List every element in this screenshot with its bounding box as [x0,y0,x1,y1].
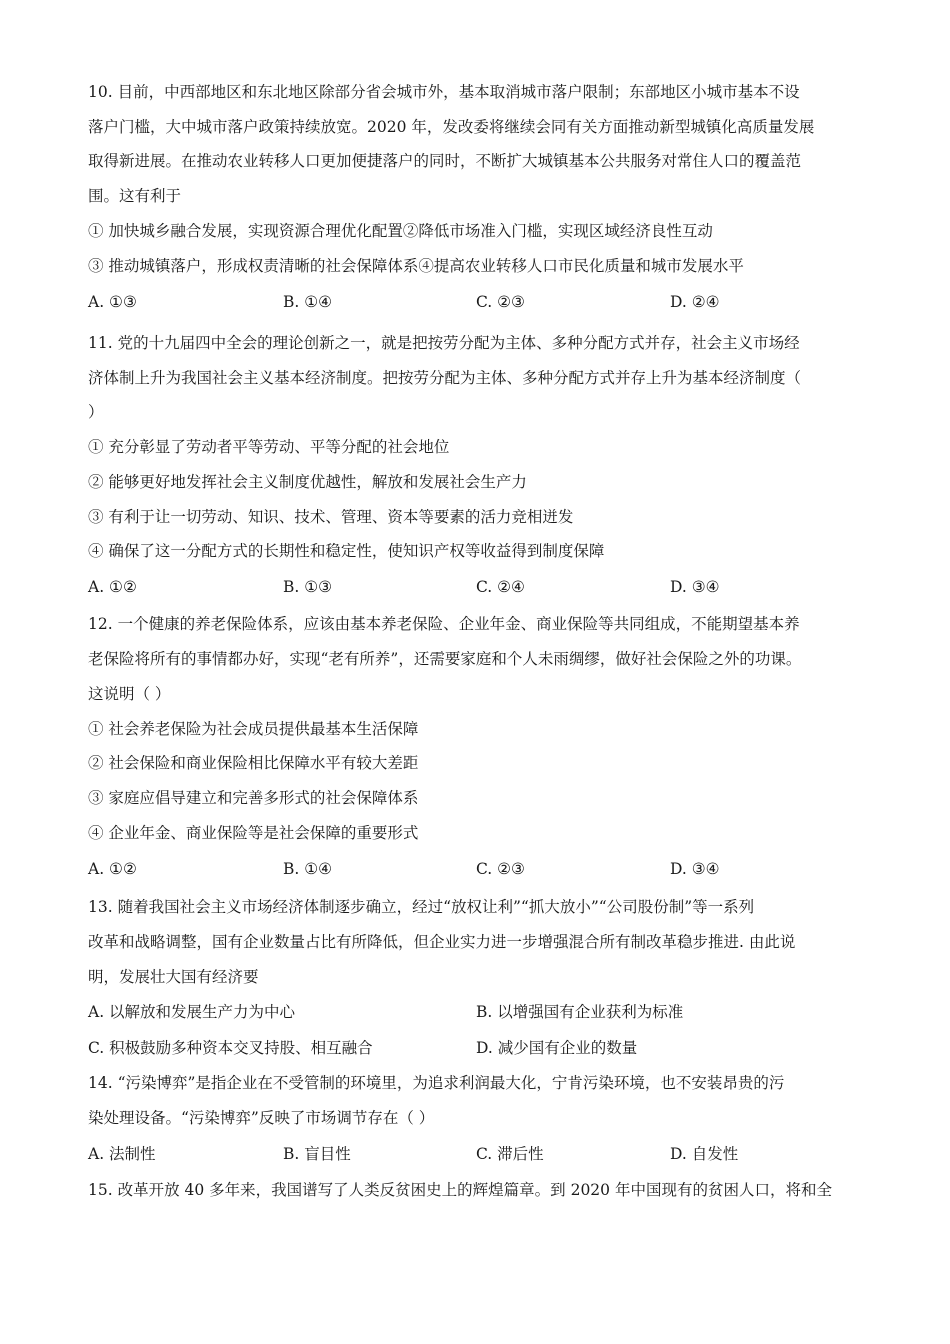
question-13-option-a[interactable]: A. 以解放和发展生产力为中心 [88,1003,296,1021]
question-13-stem-line-3: 明，发展壮大国有经济要 [88,968,259,986]
question-12-option-c[interactable]: C. ②③ [476,860,525,878]
question-11-option-c[interactable]: C. ②④ [476,578,525,596]
question-12-statement-3: ③ 家庭应倡导建立和完善多形式的社会保障体系 [88,789,419,807]
question-12-option-b[interactable]: B. ①④ [283,860,333,878]
question-13-option-c[interactable]: C. 积极鼓励多种资本交叉持股、相互融合 [88,1039,373,1057]
question-14-stem-line-1: 14. “污染博弈”是指企业在不受管制的环境里，为追求利润最大化，宁肯污染环境，也不安装昂贵的污 [88,1074,785,1092]
question-13-option-b[interactable]: B. 以增强国有企业获利为标准 [476,1003,684,1021]
question-10-option-b[interactable]: B. ①④ [283,293,333,311]
question-10-option-d[interactable]: D. ②④ [670,293,720,311]
question-10-stem-line-1: 10. 目前，中西部地区和东北地区除部分省会城市外，基本取消城市落户限制；东部地区小城市基本不设 [88,83,800,101]
question-15-stem-line-1: 15. 改革开放 40 多年来，我国谱写了人类反贫困史上的辉煌篇章。到 2020 年中国现有的贫困人口，将和全 [88,1181,832,1199]
question-14-option-d[interactable]: D. 自发性 [670,1145,739,1163]
question-10-statement-1-2: ① 加快城乡融合发展，实现资源合理优化配置②降低市场准入门槛，实现区域经济良性互动 [88,222,713,240]
question-12-option-d[interactable]: D. ③④ [670,860,720,878]
question-11-statement-2: ② 能够更好地发挥社会主义制度优越性，解放和发展社会生产力 [88,473,527,491]
question-13-stem-line-2: 改革和战略调整，国有企业数量占比有所降低，但企业实力进一步增强混合所有制改革稳步推进. 由此说 [88,933,796,951]
question-11-stem-line-2: 济体制上升为我国社会主义基本经济制度。把按劳分配为主体、多种分配方式并存上升为基本经济制度（ [88,369,802,387]
question-11-option-b[interactable]: B. ①③ [283,578,333,596]
question-11-statement-3: ③ 有利于让一切劳动、知识、技术、管理、资本等要素的活力竞相迸发 [88,508,574,526]
question-10-stem-line-3: 取得新进展。在推动农业转移人口更加便捷落户的同时，不断扩大城镇基本公共服务对常住人口的覆盖范 [88,152,802,170]
question-11-stem-line-3: ） [88,403,104,421]
question-11-stem-line-1: 11. 党的十九届四中全会的理论创新之一，就是把按劳分配为主体、多种分配方式并存，社会主义市场经 [88,334,800,352]
question-14-option-b[interactable]: B. 盲目性 [283,1145,351,1163]
question-11-statement-1: ① 充分彰显了劳动者平等劳动、平等分配的社会地位 [88,438,450,456]
question-10-stem-line-2: 落户门槛，大中城市落户政策持续放宽。2020 年，发改委将继续会同有关方面推动新型城镇化高质量发展 [88,118,815,136]
question-13-option-d[interactable]: D. 减少国有企业的数量 [476,1039,638,1057]
question-11-option-d[interactable]: D. ③④ [670,578,720,596]
question-10-option-a[interactable]: A. ①③ [88,293,137,311]
question-11-option-a[interactable]: A. ①② [88,578,137,596]
question-10-statement-3-4: ③ 推动城镇落户，形成权责清晰的社会保障体系④提高农业转移人口市民化质量和城市发展水平 [88,257,744,275]
question-13-stem-line-1: 13. 随着我国社会主义市场经济体制逐步确立，经过“放权让利”“抓大放小”“公司股份制”等一系列 [88,898,755,916]
question-14-option-c[interactable]: C. 滞后性 [476,1145,544,1163]
question-12-statement-1: ① 社会养老保险为社会成员提供最基本生活保障 [88,720,419,738]
question-12-stem-line-3: 这说明（ ） [88,685,171,703]
question-10-stem-line-4: 围。这有利于 [88,187,182,205]
question-12-stem-line-2: 老保险将所有的事情都办好，实现“老有所养”，还需要家庭和个人未雨绸缪，做好社会保险之外的功课。 [88,650,802,668]
question-12-stem-line-1: 12. 一个健康的养老保险体系，应该由基本养老保险、企业年金、商业保险等共同组成，不能期望基本养 [88,615,800,633]
question-14-stem-line-2: 染处理设备。“污染博弈”反映了市场调节存在（ ） [88,1109,435,1127]
question-12-option-a[interactable]: A. ①② [88,860,137,878]
question-10-option-c[interactable]: C. ②③ [476,293,525,311]
question-12-statement-4: ④ 企业年金、商业保险等是社会保障的重要形式 [88,824,419,842]
question-11-statement-4: ④ 确保了这一分配方式的长期性和稳定性，使知识产权等收益得到制度保障 [88,542,605,560]
question-14-option-a[interactable]: A. 法制性 [88,1145,156,1163]
question-12-statement-2: ② 社会保险和商业保险相比保障水平有较大差距 [88,754,419,772]
